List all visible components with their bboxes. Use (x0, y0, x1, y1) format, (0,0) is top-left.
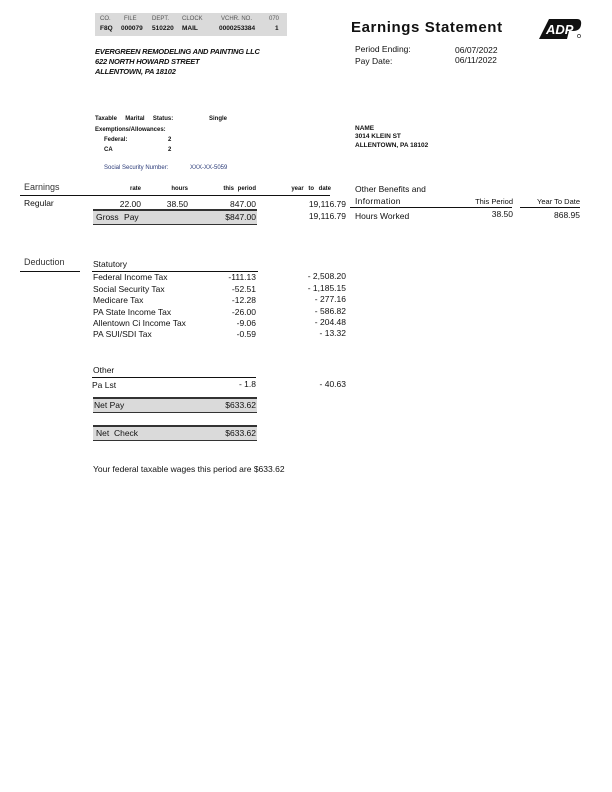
deduction-this-period: -26.00 (231, 307, 256, 317)
earnings-rate: 22.00 (119, 199, 141, 209)
deduction-this-period: -12.28 (231, 295, 256, 305)
other-benefits-divider (350, 207, 512, 208)
clock-label: CLOCK (182, 16, 203, 22)
gross-pay-label: Gross Pay (96, 212, 139, 222)
adp-logo (537, 17, 583, 41)
clock-value: MAIL (182, 25, 198, 32)
earnings-hours: 38.50 (166, 199, 188, 209)
net-check-box (93, 425, 257, 441)
other-benefits-ytd-header: Year To Date (537, 197, 580, 206)
employee-city: ALLENTOWN, PA 18102 (355, 142, 429, 149)
file-label: FILE (124, 16, 137, 22)
this-period-column-header: this period (223, 186, 256, 192)
other-benefits-title-line2: Information (355, 196, 401, 206)
statutory-label: Statutory (93, 259, 128, 269)
co-label: CO. (100, 16, 111, 22)
period-ending-value: 06/07/2022 (455, 45, 498, 55)
file-value: 000079 (121, 25, 143, 32)
deduction-this-period: -0.59 (236, 329, 256, 339)
deduction-this-period: -52.51 (231, 284, 256, 294)
net-pay-label: Net Pay (94, 400, 125, 410)
ca-exemptions-label: CA (104, 147, 113, 153)
dept-value: 510220 (152, 25, 174, 32)
employee-name: NAME (355, 125, 375, 132)
gross-pay-ytd: 19,116.79 (308, 211, 346, 221)
earnings-divider (20, 195, 330, 196)
deduction-ytd: - 277.16 (314, 294, 346, 304)
code-070-label: 070 (269, 16, 280, 22)
pay-date-value: 06/11/2022 (455, 55, 497, 65)
hours-worked-ytd: 868.95 (554, 210, 580, 220)
company-city: ALLENTOWN, PA 18102 (95, 67, 176, 76)
deduction-ytd: - 586.82 (314, 306, 346, 316)
period-ending-label: Period Ending: (355, 44, 411, 54)
ssn-value: XXX-XX-5059 (190, 165, 228, 171)
other-benefits-title: Other Benefits and (355, 184, 426, 194)
other-deduction-this-period: - 1.8 (238, 379, 256, 389)
federal-exemptions-label: Federal: (104, 137, 128, 143)
code-070-value: 1 (275, 25, 279, 32)
deduction-ytd: - 204.48 (314, 317, 346, 327)
vchr-label: VCHR. NO. (221, 16, 253, 22)
deduction-section-label: Deduction (24, 257, 65, 267)
ytd-column-header: year to date (291, 186, 331, 192)
other-benefits-this-period-header: This Period (475, 197, 513, 206)
deduction-label: PA SUI/SDI Tax (93, 329, 152, 339)
vchr-value: 0000253384 (219, 25, 256, 32)
earnings-this-period: 847.00 (230, 199, 256, 209)
deduction-label: Federal Income Tax (93, 272, 168, 282)
deduction-ytd: - 1,185.15 (307, 283, 346, 293)
dept-label: DEPT. (152, 16, 170, 22)
employee-street: 3014 KLEIN ST (355, 133, 401, 140)
exemptions-label: Exemptions/Allowances: (95, 127, 166, 133)
deduction-ytd: - 13.32 (319, 328, 346, 338)
other-deductions-divider (92, 377, 256, 378)
other-deduction-label: Pa Lst (92, 380, 117, 390)
deduction-this-period: -9.06 (236, 318, 256, 328)
deduction-divider (20, 271, 80, 272)
deduction-label: Allentown Ci Income Tax (93, 318, 186, 328)
net-pay-value: $633.62 (225, 400, 256, 410)
taxable-marital-status-label: Taxable Marital Status: (95, 116, 174, 122)
net-pay-box (93, 397, 257, 413)
hours-worked-label: Hours Worked (355, 211, 410, 221)
company-street: 622 NORTH HOWARD STREET (95, 57, 200, 66)
federal-taxable-wages-note: Your federal taxable wages this period are $633.62 (93, 464, 285, 474)
deduction-label: Medicare Tax (93, 295, 144, 305)
hours-worked-this-period: 38.50 (491, 209, 513, 219)
svg-text:ADP: ADP (546, 22, 574, 37)
gross-pay-box (93, 209, 257, 225)
ca-exemptions-value: 2 (168, 147, 172, 153)
net-check-value: $633.62 (225, 428, 256, 438)
other-benefits-ytd-divider (520, 207, 580, 208)
deduction-ytd: - 2,508.20 (307, 271, 346, 281)
other-deduction-ytd: - 40.63 (319, 379, 346, 389)
earnings-section-label: Earnings (24, 182, 60, 192)
gross-pay-value: $847.00 (225, 212, 256, 222)
earnings-ytd: 19,116.79 (308, 199, 346, 209)
employee-code-box (95, 13, 287, 36)
deduction-label: PA State Income Tax (93, 307, 172, 317)
deduction-label: Social Security Tax (93, 284, 165, 294)
earnings-row-label: Regular (24, 198, 54, 208)
ssn-label: Social Security Number: (104, 165, 169, 171)
marital-status-value: Single (209, 116, 228, 122)
page-title: Earnings Statement (351, 19, 503, 36)
co-value: F8Q (100, 25, 113, 32)
deduction-this-period: -111.13 (228, 272, 256, 282)
rate-column-header: rate (129, 186, 141, 192)
net-check-label: Net Check (96, 428, 139, 438)
company-name: EVERGREEN REMODELING AND PAINTING LLC (95, 47, 260, 56)
federal-exemptions-value: 2 (168, 137, 172, 143)
other-deductions-label: Other (93, 365, 115, 375)
hours-column-header: hours (171, 186, 188, 192)
pay-date-label: Pay Date: (355, 56, 393, 66)
